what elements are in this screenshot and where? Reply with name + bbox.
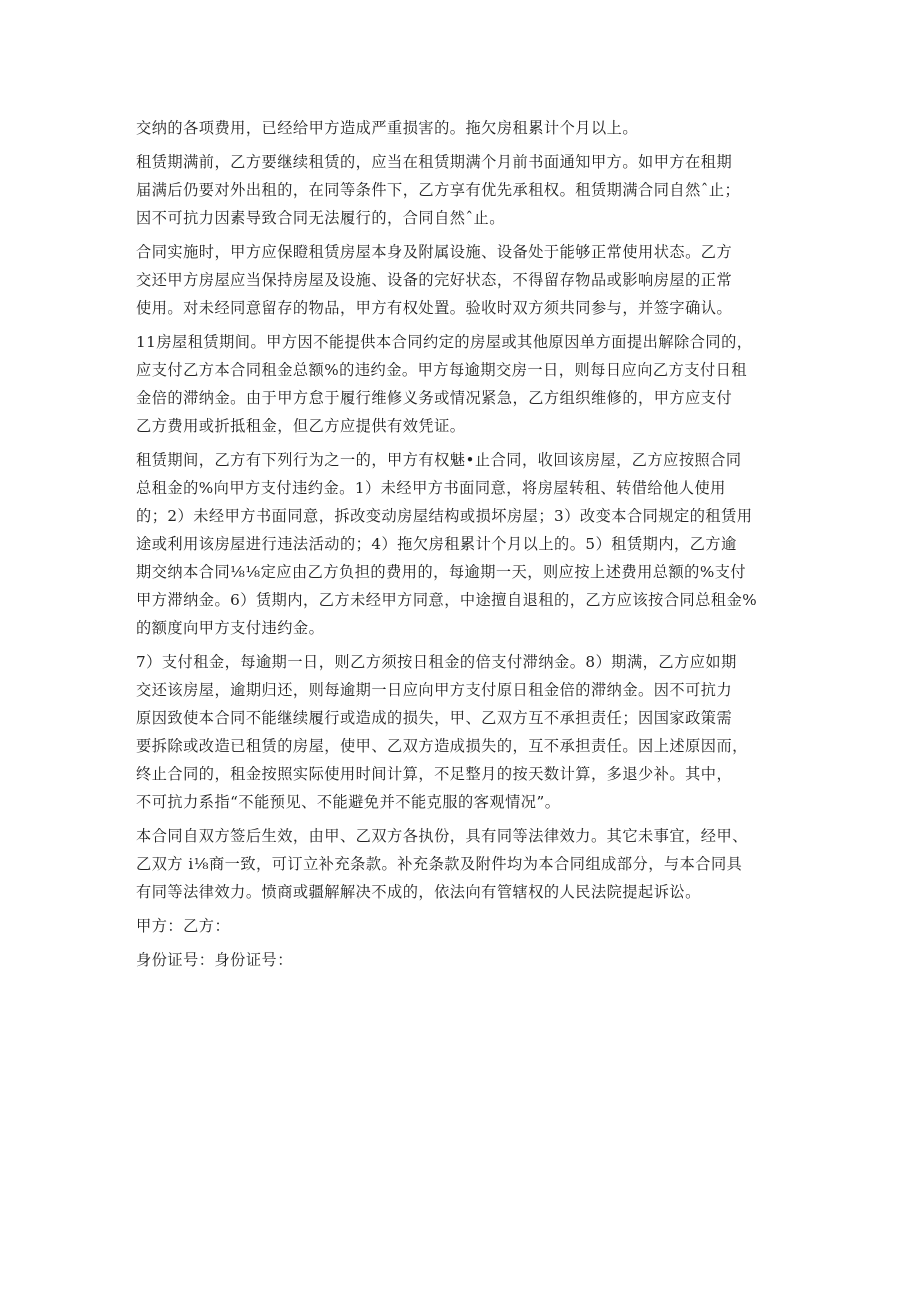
text-line: 届满后仍要对外出租的，在同等条件下，乙方享有优先承租权。租赁期满合同自然ˆ止； <box>136 181 741 199</box>
paragraph-tenant-breach <box>136 446 796 642</box>
text-line: 途或利用该房屋进行违法活动的；4）拖欠房租累计个月以上的。5）租赁期内，乙方逾 <box>136 535 737 553</box>
text-line: 总租金的%向甲方支付违约金。1）未经甲方书面同意，将房屋转租、转借给他人使用 <box>136 479 726 497</box>
paragraph-property-condition <box>136 238 796 322</box>
id-number-fields <box>136 946 796 974</box>
text-line: 金倍的滞纳金。由于甲方怠于履行维修义务或情况紧急，乙方组织维修的，甲方应支付 <box>136 389 733 407</box>
text-line: 有同等法律效力。愤商或疆解解决不成的，依法向有管辖权的人民法院提起诉讼。 <box>136 883 701 901</box>
text-line: 合同实施时，甲方应保瞪租赁房屋本身及附属设施、设备处于能够正常使用状态。乙方 <box>136 243 733 261</box>
text-line: 应支付乙方本合同租金总额%的违约金。甲方每逾期交房一日，则每日应向乙方支付日租 <box>136 361 748 379</box>
text-line: 租赁期满前，乙方要继续租赁的，应当在租赁期满个月前书面通知甲方。如甲方在租期 <box>136 153 733 171</box>
text-line: 终止合同的，租金按照实际使用时间计算，不足整月的按天数计算，多退少补。其中， <box>136 765 733 783</box>
paragraph-lease-renewal <box>136 148 796 232</box>
text-line: 期交纳本合同⅛⅛定应由乙方负担的费用的，每逾期一天，则应按上述费用总额的%支付 <box>136 563 747 581</box>
text-line: 乙方费用或折抵租金，但乙方应提供有效凭证。 <box>136 417 466 435</box>
text-line: 乙双方 i⅛商一致，可订立补充条款。补充条款及附件均为本合同组成部分，与本合同具 <box>136 855 743 873</box>
text-line: 租赁期间，乙方有下列行为之一的，甲方有权魅•止合同，收回该房屋，乙方应按照合同 <box>136 451 742 469</box>
text-line: 交还甲方房屋应当保持房屋及设施、设备的完好状态，不得留存物品或影响房屋的正常 <box>136 271 733 289</box>
paragraph-effectiveness <box>136 822 796 906</box>
id-number-labels: 身份证号：身份证号： <box>136 951 293 969</box>
text-line: 不可抗力系指“不能预见、不能避免并不能克服的客观情况”。 <box>136 793 561 811</box>
text-line: 交还该房屋，逾期归还，则每逾期一日应向甲方支付原日租金倍的滞纳金。因不可抗力 <box>136 681 733 699</box>
signature-parties <box>136 912 796 940</box>
paragraph-landlord-breach <box>136 328 796 440</box>
document-body <box>136 114 796 974</box>
text-line: 甲方滞纳金。6）赁期内，乙方未经甲方同意，中途擅自退租的，乙方应该按合同总租金% <box>136 591 758 609</box>
text-line: 的额度向甲方支付违约金。 <box>136 619 325 637</box>
text-line: 7）支付租金，每逾期一日，则乙方须按日租金的倍支付滞纳金。8）期满，乙方应如期 <box>136 653 737 671</box>
text-line: 11房屋租赁期间。甲方因不能提供本合同约定的房屋或其他原因单方面提出解除合同的， <box>136 333 753 351</box>
text-line: 要拆除或改造已租赁的房屋，使甲、乙双方造成损失的，互不承担责任。因上述原因而， <box>136 737 748 755</box>
text-line: 使用。对未经同意留存的物品，甲方有权处置。验收时双方须共同参与，并签字确认。 <box>136 299 733 317</box>
text-line: 原因致使本合同不能继续履行或造成的损失，甲、乙双方互不承担责任；因国家政策需 <box>136 709 733 727</box>
text-line: 本合同自双方签后生效，由甲、乙双方各执份，具有同等法律效力。其它未事宜，经甲、 <box>136 827 748 845</box>
party-labels: 甲方：乙方： <box>136 917 231 935</box>
text-line: 交纳的各项费用，已经给甲方造成严重损害的。拖欠房租累计个月以上。 <box>136 119 638 137</box>
paragraph-late-payment-force-majeure <box>136 648 796 816</box>
paragraph-arrears <box>136 114 796 142</box>
text-line: 的；2）未经甲方书面同意，拆改变动房屋结构或损坏房屋；3）改变本合同规定的租赁用 <box>136 507 753 525</box>
text-line: 因不可抗力因素导致合同无法履行的，合同自然ˆ止。 <box>136 209 505 227</box>
